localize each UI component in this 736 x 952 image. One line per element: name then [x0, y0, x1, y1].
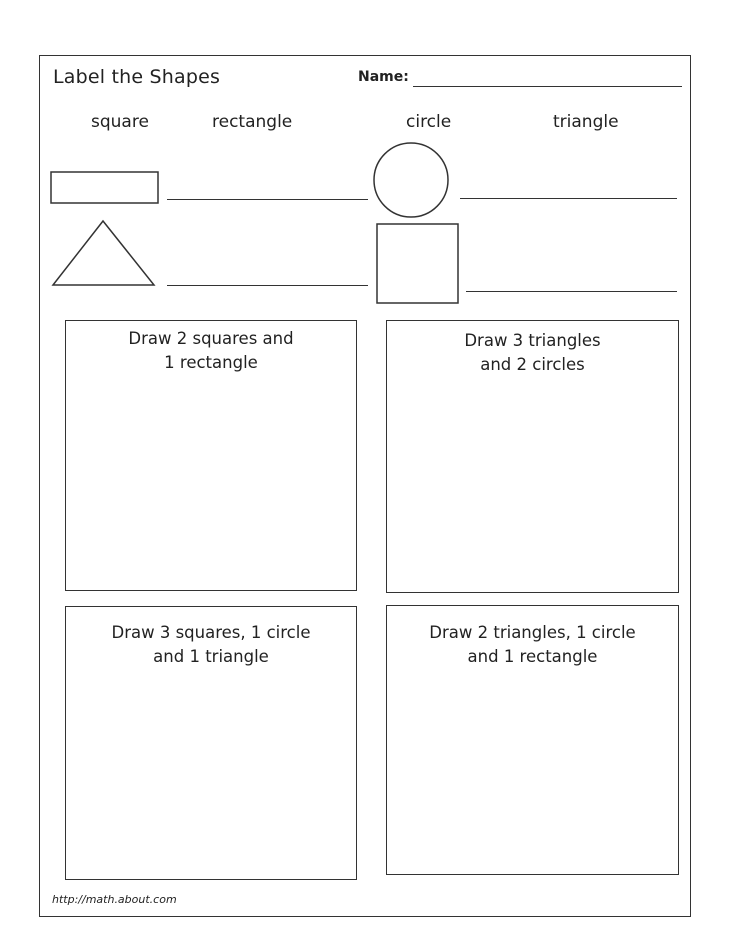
answer-line-circle[interactable]	[460, 198, 677, 199]
square-shape	[377, 224, 458, 303]
draw-prompt-line1: Draw 2 triangles, 1 circle	[429, 623, 636, 642]
draw-prompt-line2: 1 rectangle	[164, 353, 258, 372]
draw-prompt-line1: Draw 3 squares, 1 circle	[111, 623, 311, 642]
draw-box[interactable]	[65, 320, 357, 591]
page-title: Label the Shapes	[53, 66, 221, 88]
footer-url: http://math.about.com	[52, 893, 177, 906]
draw-box[interactable]	[65, 606, 357, 880]
rectangle-shape	[51, 172, 158, 203]
shapes-area	[0, 0, 736, 320]
word-square: square	[91, 112, 149, 132]
draw-box[interactable]	[386, 605, 679, 875]
draw-prompt-line2: and 1 rectangle	[467, 647, 598, 666]
draw-prompt-line2: and 1 triangle	[153, 647, 269, 666]
word-circle: circle	[406, 112, 452, 132]
answer-line-rectangle[interactable]	[167, 199, 368, 200]
draw-prompt-line1: Draw 3 triangles	[464, 331, 601, 350]
answer-line-square[interactable]	[466, 291, 677, 292]
word-rectangle: rectangle	[212, 112, 293, 132]
word-triangle: triangle	[553, 112, 619, 132]
name-label: Name:	[358, 69, 409, 85]
draw-box[interactable]	[386, 320, 679, 593]
triangle-shape	[53, 221, 154, 285]
draw-prompt-line2: and 2 circles	[480, 355, 585, 374]
circle-shape	[374, 143, 448, 217]
answer-line-triangle[interactable]	[167, 285, 368, 286]
draw-prompt-line1: Draw 2 squares and	[128, 329, 294, 348]
